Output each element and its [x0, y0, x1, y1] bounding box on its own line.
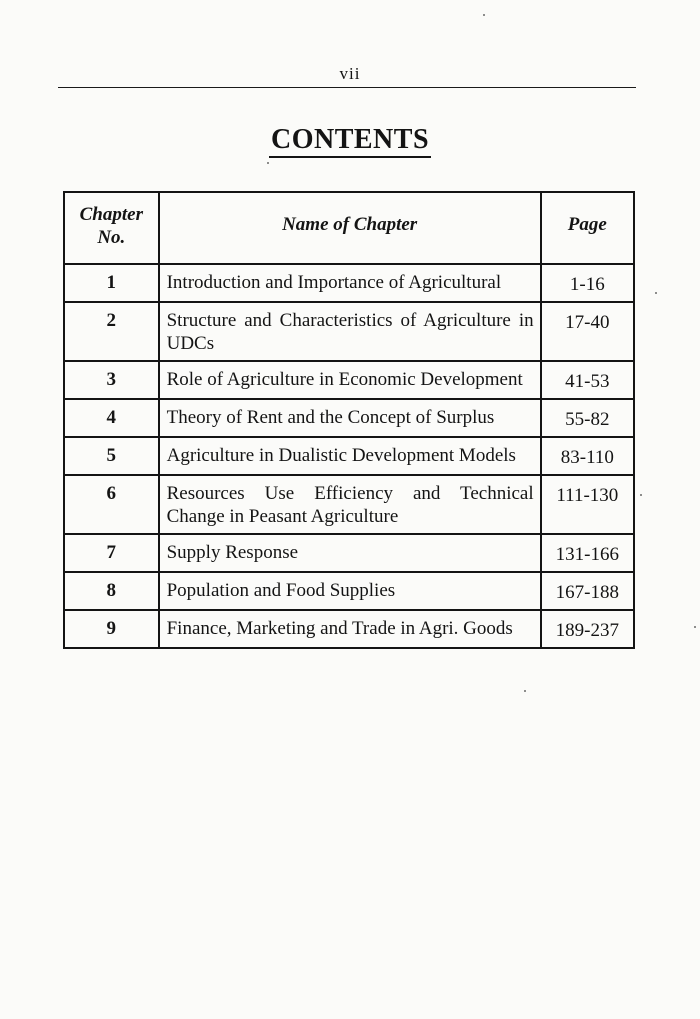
table-row	[64, 534, 634, 572]
chapter-pages: 55-82	[541, 399, 634, 437]
scan-speck	[483, 14, 485, 16]
chapter-name: Resources Use Efficiency and Technical Change in Peasant Agriculture	[159, 475, 541, 534]
chapter-name: Structure and Characteristics of Agriculture in UDCs	[159, 302, 541, 361]
table-header-row	[64, 192, 634, 264]
scan-speck	[267, 162, 269, 164]
chapter-name: Introduction and Importance of Agricultural	[159, 264, 541, 302]
chapter-pages: 83-110	[541, 437, 634, 475]
chapter-name: Agriculture in Dualistic Development Models	[159, 437, 541, 475]
chapter-number: 6	[64, 475, 159, 534]
chapter-number: 2	[64, 302, 159, 361]
chapter-pages: 131-166	[541, 534, 634, 572]
table-row	[64, 264, 634, 302]
scan-speck	[524, 690, 526, 692]
table-row	[64, 475, 634, 534]
chapter-number: 1	[64, 264, 159, 302]
chapter-name: Population and Food Supplies	[159, 572, 541, 610]
table-row	[64, 302, 634, 361]
table-row	[64, 361, 634, 399]
chapter-number: 4	[64, 399, 159, 437]
scan-speck	[694, 626, 696, 628]
chapter-name: Supply Response	[159, 534, 541, 572]
scan-speck	[655, 292, 657, 294]
chapter-name: Finance, Marketing and Trade in Agri. Goods	[159, 610, 541, 648]
chapter-number: 8	[64, 572, 159, 610]
chapter-pages: 111-130	[541, 475, 634, 534]
header-chapter-no	[64, 192, 159, 264]
header-name-of-chapter: Name of Chapter	[159, 192, 541, 264]
contents-table	[63, 191, 635, 649]
chapter-pages: 41-53	[541, 361, 634, 399]
table-row	[64, 572, 634, 610]
chapter-pages: 167-188	[541, 572, 634, 610]
table-row	[64, 399, 634, 437]
chapter-number: 9	[64, 610, 159, 648]
chapter-number: 7	[64, 534, 159, 572]
chapter-pages: 1-16	[541, 264, 634, 302]
header-no-label: No.	[97, 227, 126, 248]
page-number: vii	[339, 64, 361, 83]
header-chapter-label: Chapter	[79, 204, 143, 225]
header-page: Page	[541, 192, 634, 264]
chapter-name: Theory of Rent and the Concept of Surplus	[159, 399, 541, 437]
contents-heading	[0, 124, 700, 156]
table-row	[64, 437, 634, 475]
contents-heading-text: CONTENTS	[269, 124, 431, 158]
header-rule	[58, 87, 636, 88]
chapter-number: 3	[64, 361, 159, 399]
scan-speck	[640, 494, 642, 496]
chapter-name: Role of Agriculture in Economic Development	[159, 361, 541, 399]
chapter-pages: 189-237	[541, 610, 634, 648]
chapter-pages: 17-40	[541, 302, 634, 361]
table-row	[64, 610, 634, 648]
chapter-number: 5	[64, 437, 159, 475]
